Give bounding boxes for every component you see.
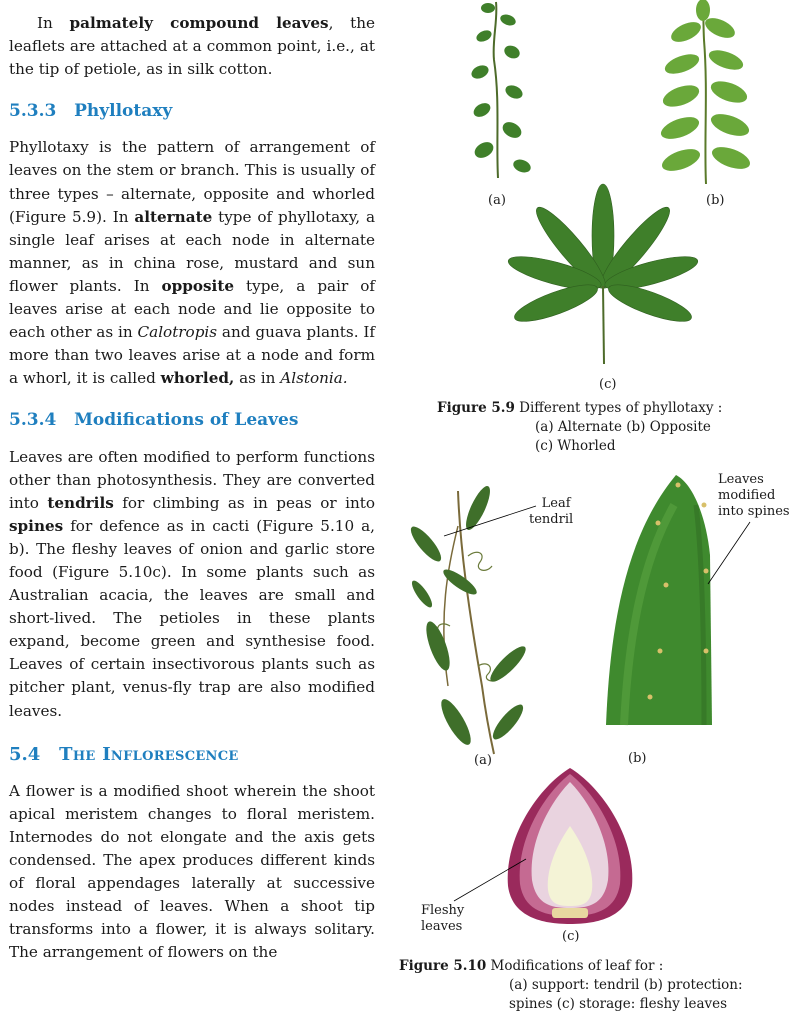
left-text-column — [9, 12, 375, 964]
section-heading-5-4: 5.4 The Inflorescence — [9, 743, 239, 765]
paragraph-palmately: In palmately compound leaves, the leaflets are attached at a common point, i.e., at the tip of petiole, as in silk cotton. — [9, 14, 376, 79]
paragraph-inflorescence: A flower is a modified shoot wherein the shoot apical meristem changes to floral meristem. Internodes do not elongate and the axis gets condensed. The apex produces different kinds of floral appendages laterally at successive nodes instead of leaves. When a shoot tip transforms into a flower, it is always solitary. The arrangement of flowers on the — [9, 781, 375, 962]
section-heading-5-3-3: 5.3.3 Phyllotaxy — [9, 101, 173, 122]
section-heading-5-3-4: 5.3.4 Modifications of Leaves — [9, 410, 299, 431]
figure-5-10-label-a: (a) — [474, 753, 492, 768]
figure-5-9b-opposite-image — [646, 0, 756, 185]
leader-line-spines — [706, 518, 756, 588]
annotation-leaf-tendril: Leaf tendril — [529, 496, 574, 527]
figure-5-9-label-a: (a) — [488, 193, 506, 208]
paragraph-phyllotaxy: Phyllotaxy is the pattern of arrangement of leaves on the stem or branch. This is usually of three types – alternate, opposite and whorled (Figure 5.9). In alternate type of phyllotaxy, a single leaf arises at each node in alternate manner, as in china rose, mustard and sun flower plants. In opposite type, a pair of leaves arise at each node and lie opposite to each other as in Calotropis and guava plants. If more than two leaves arise at a node and form a whorl, it is called whorled, as in Alstonia. — [9, 138, 376, 388]
figure-5-10b-cactus-spines-image — [606, 475, 716, 725]
annotation-spines: Leaves modified into spines — [718, 472, 790, 519]
leader-line-fleshy — [450, 855, 530, 905]
figure-5-9-caption: Figure 5.9 Different types of phyllotaxy : (a) Alternate (b) Opposite (c) Whorled — [437, 400, 723, 454]
leader-line-leaf-tendril — [440, 500, 540, 540]
figure-5-10-caption: Figure 5.10 Modifications of leaf for : (a) support: tendril (b) protection: spines (c) storage: fleshy leaves — [399, 958, 743, 1012]
figure-5-10-label-b: (b) — [628, 751, 647, 766]
annotation-fleshy-leaves: Fleshy leaves — [421, 903, 465, 934]
figure-5-9c-whorled-image — [528, 176, 678, 366]
figure-5-10-label-c: (c) — [562, 929, 580, 944]
paragraph-modifications: Leaves are often modified to perform functions other than photosynthesis. They are converted into tendrils for climbing as in peas or into spines for defence as in cacti (Figure 5.10 a, b). The fleshy leaves of onion and garlic store food (Figure 5.10c). In some plants such as Australian acacia, the leaves are small and short-lived. The petioles in these plants expand, become green and synthesise food. Leaves of certain insectivorous plants such as pitcher plant, venus-fly trap are also modified leaves. — [9, 447, 376, 720]
figure-5-9a-alternate-image — [448, 0, 548, 180]
figure-5-9-label-b: (b) — [706, 193, 725, 208]
figure-5-9-label-c: (c) — [599, 377, 617, 392]
